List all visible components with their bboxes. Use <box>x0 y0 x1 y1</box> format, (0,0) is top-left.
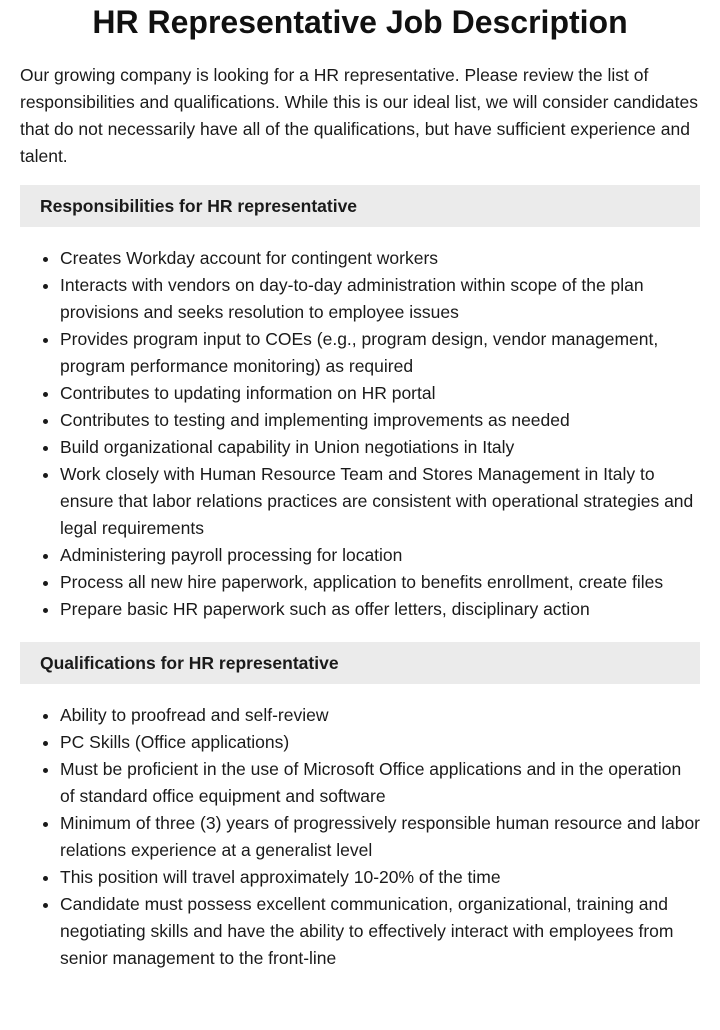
list-item: • This position will travel approximately 10-20% of the time <box>60 864 700 891</box>
intro-paragraph: Our growing company is looking for a HR representative. Please review the list of responsibilities and qualifications. While this is our ideal list, we will consider candidates that do not necessarily have all of the qualifications, but have sufficient experience and talent. <box>20 65 698 166</box>
responsibilities-heading: Responsibilities for HR representative <box>20 185 700 227</box>
qualifications-heading: Qualifications for HR representative <box>20 642 700 684</box>
list-item: • Prepare basic HR paperwork such as offer letters, disciplinary action <box>60 596 700 623</box>
responsibilities-list <box>20 245 700 623</box>
list-item: • Work closely with Human Resource Team and Stores Management in Italy to ensure that labor relations practices are consistent with operational strategies and legal requirements <box>60 461 700 542</box>
list-item: • Interacts with vendors on day-to-day administration within scope of the plan provisions and seeks resolution to employee issues <box>60 272 700 326</box>
page-title: HR Representative Job Description <box>92 4 628 40</box>
list-item: • Ability to proofread and self-review <box>60 702 700 729</box>
list-item: • Contributes to testing and implementing improvements as needed <box>60 407 700 434</box>
list-item: • Administering payroll processing for location <box>60 542 700 569</box>
list-item: • Minimum of three (3) years of progressively responsible human resource and labor relations experience at a generalist level <box>60 810 700 864</box>
qualifications-list <box>20 702 700 972</box>
list-item: • Process all new hire paperwork, application to benefits enrollment, create files <box>60 569 700 596</box>
list-item: • PC Skills (Office applications) <box>60 729 700 756</box>
list-item: • Creates Workday account for contingent workers <box>60 245 700 272</box>
list-item: • Contributes to updating information on HR portal <box>60 380 700 407</box>
list-item: • Candidate must possess excellent communication, organizational, training and negotiating skills and have the ability to effectively interact with employees from senior management to the front-line <box>60 891 700 972</box>
list-item: • Must be proficient in the use of Microsoft Office applications and in the operation of standard office equipment and software <box>60 756 700 810</box>
list-item: • Build organizational capability in Union negotiations in Italy <box>60 434 700 461</box>
list-item: • Provides program input to COEs (e.g., program design, vendor management, program performance monitoring) as required <box>60 326 700 380</box>
